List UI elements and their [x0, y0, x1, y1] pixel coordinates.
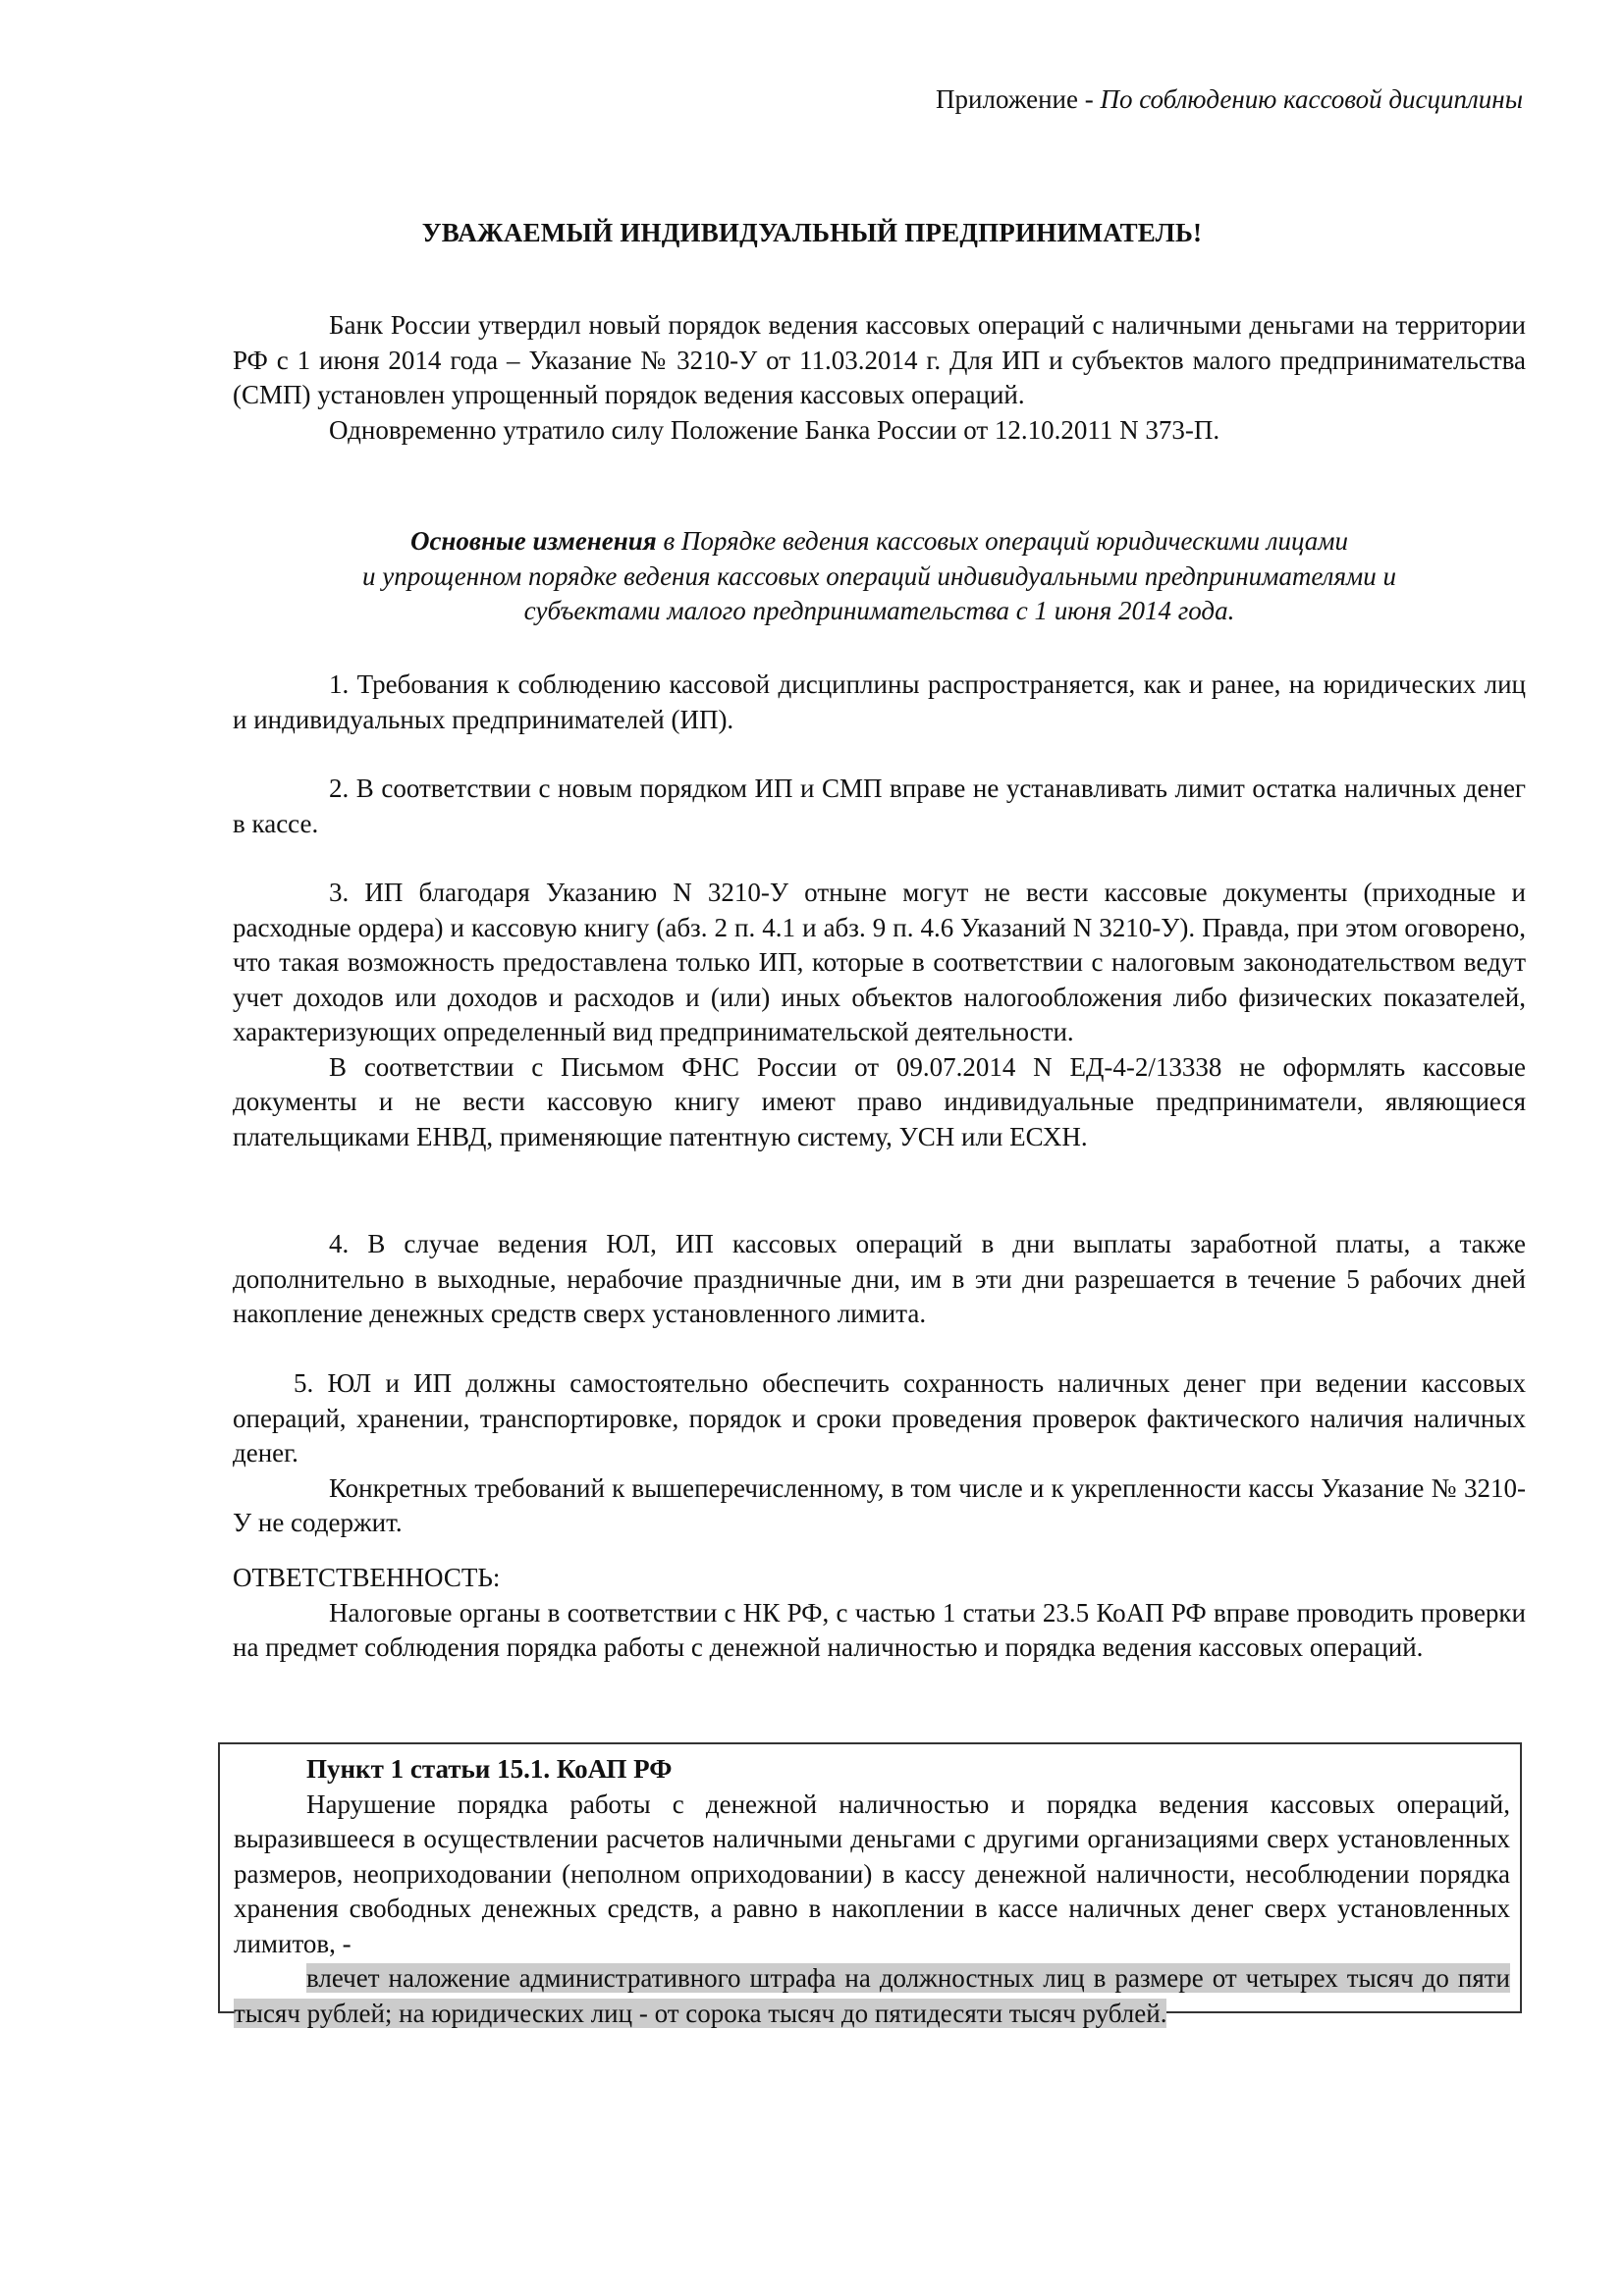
responsibility-heading: ОТВЕТСТВЕННОСТЬ: — [233, 1563, 501, 1592]
koap-article-box — [218, 1742, 1522, 2028]
point-5 — [233, 1366, 1526, 1541]
point-3-extra: В соответствии с Письмом ФНС России от 09.07.2014 N ЕД-4-2/13338 не оформлять кассовые документы и не вести кассовую книгу имеют право индивидуальные предприниматели, являющиеся плательщиками ЕНВД, применяющие патентную систему, УСН или ЕСХН. — [233, 1051, 1526, 1151]
point-4-text: 4. В случае ведения ЮЛ, ИП кассовых операций в дни выплаты заработной платы, а также дополнительно в выходные, нерабочие праздничные дни, им в эти дни разрешается в течение 5 рабочих дней накопление денежных средств сверх установленного лимита. — [233, 1229, 1526, 1328]
intro-paragraph-1: Банк России утвердил новый порядок ведения кассовых операций с наличными деньгами на территории РФ с 1 июня 2014 года – Указание № 3210-У от 11.03.2014 г. Для ИП и субъектов малого предпринимательства (СМП) установлен упрощенный порядок ведения кассовых операций. — [233, 310, 1526, 409]
annex-header — [936, 84, 1523, 115]
subheading-line-2: и упрощенном порядке ведения кассовых операций индивидуальными предпринимателями и — [362, 561, 1396, 591]
point-1 — [233, 667, 1526, 737]
changes-subheading — [233, 524, 1526, 629]
koap-penalty-text — [234, 1961, 1510, 2031]
annex-label: Приложение - — [936, 84, 1101, 114]
intro-paragraph-2: Одновременно утратило силу Положение Банка России от 12.10.2011 N 373-П. — [329, 414, 1220, 445]
point-2 — [233, 772, 1526, 841]
responsibility-section — [233, 1561, 1526, 1666]
point-4 — [233, 1227, 1526, 1332]
subheading-line-1: Основные изменения в Порядке ведения кассовых операций юридическими лицами — [409, 526, 1349, 556]
point-5-extra: Конкретных требований к вышеперечисленному, в том числе и к укрепленности кассы Указание № 3210-У не содержит. — [233, 1472, 1526, 1537]
point-3-text: 3. ИП благодаря Указанию N 3210-У отныне могут не вести кассовые документы (приходные и расходные ордера) и кассовую книгу (абз. 2 п. 4.1 и абз. 9 п. 4.6 Указаний N 3210-У). Правда, при этом оговорено, что такая возможность предоставлена только ИП, которые в соответствии с налоговым законодательством ведут учет доходов или доходов и расходов и (или) иных объектов налогообложения либо физических показателей, характеризующих определенный вид предпринимательской деятельности. — [233, 878, 1526, 1046]
point-5-text: 5. ЮЛ и ИП должны самостоятельно обеспечить сохранность наличных денег при ведении кассовых операций, хранении, транспортировке, порядок и сроки проведения проверок фактического наличия наличных денег. — [233, 1368, 1526, 1468]
koap-article-text: Нарушение порядка работы с денежной наличностью и порядка ведения кассовых операций, выразившееся в осуществлении расчетов наличными деньгами с другими организациями сверх установленных размеров, неоприходовании (неполном оприходовании) в кассу денежной наличности, несоблюдении порядка хранения свободных денежных средств, а равно в накоплении в кассе наличных денег сверх установленных лимитов, - — [234, 1789, 1510, 1958]
page-title: УВАЖАЕМЫЙ ИНДИВИДУАЛЬНЫЙ ПРЕДПРИНИМАТЕЛЬ! — [421, 218, 1203, 247]
intro-section — [233, 308, 1526, 448]
penalty-highlight: влечет наложение административного штрафа на должностных лиц в размере от четырех тысяч до пяти тысяч рублей; на юридических лиц - от сорока тысяч до пятидесяти тысяч рублей. — [234, 1963, 1510, 2028]
subheading-line-3: субъектами малого предпринимательства с 1 июня 2014 года. — [523, 596, 1235, 625]
annex-subject: По соблюдению кассовой дисциплины — [1100, 84, 1523, 114]
responsibility-text: Налоговые органы в соответствии с НК РФ, с частью 1 статьи 23.5 КоАП РФ вправе проводить проверки на предмет соблюдения порядка работы с денежной наличностью и порядка ведения кассовых операций. — [233, 1597, 1526, 1662]
koap-article-heading: Пункт 1 статьи 15.1. КоАП РФ — [306, 1754, 673, 1784]
subheading-bold: Основные изменения — [409, 526, 657, 556]
point-3 — [233, 876, 1526, 1154]
point-2-text: 2. В соответствии с новым порядком ИП и СМП вправе не устанавливать лимит остатка наличных денег в кассе. — [233, 774, 1526, 838]
point-1-text: 1. Требования к соблюдению кассовой дисциплины распространяется, как и ранее, на юридических лиц и индивидуальных предпринимателей (ИП). — [233, 669, 1526, 734]
